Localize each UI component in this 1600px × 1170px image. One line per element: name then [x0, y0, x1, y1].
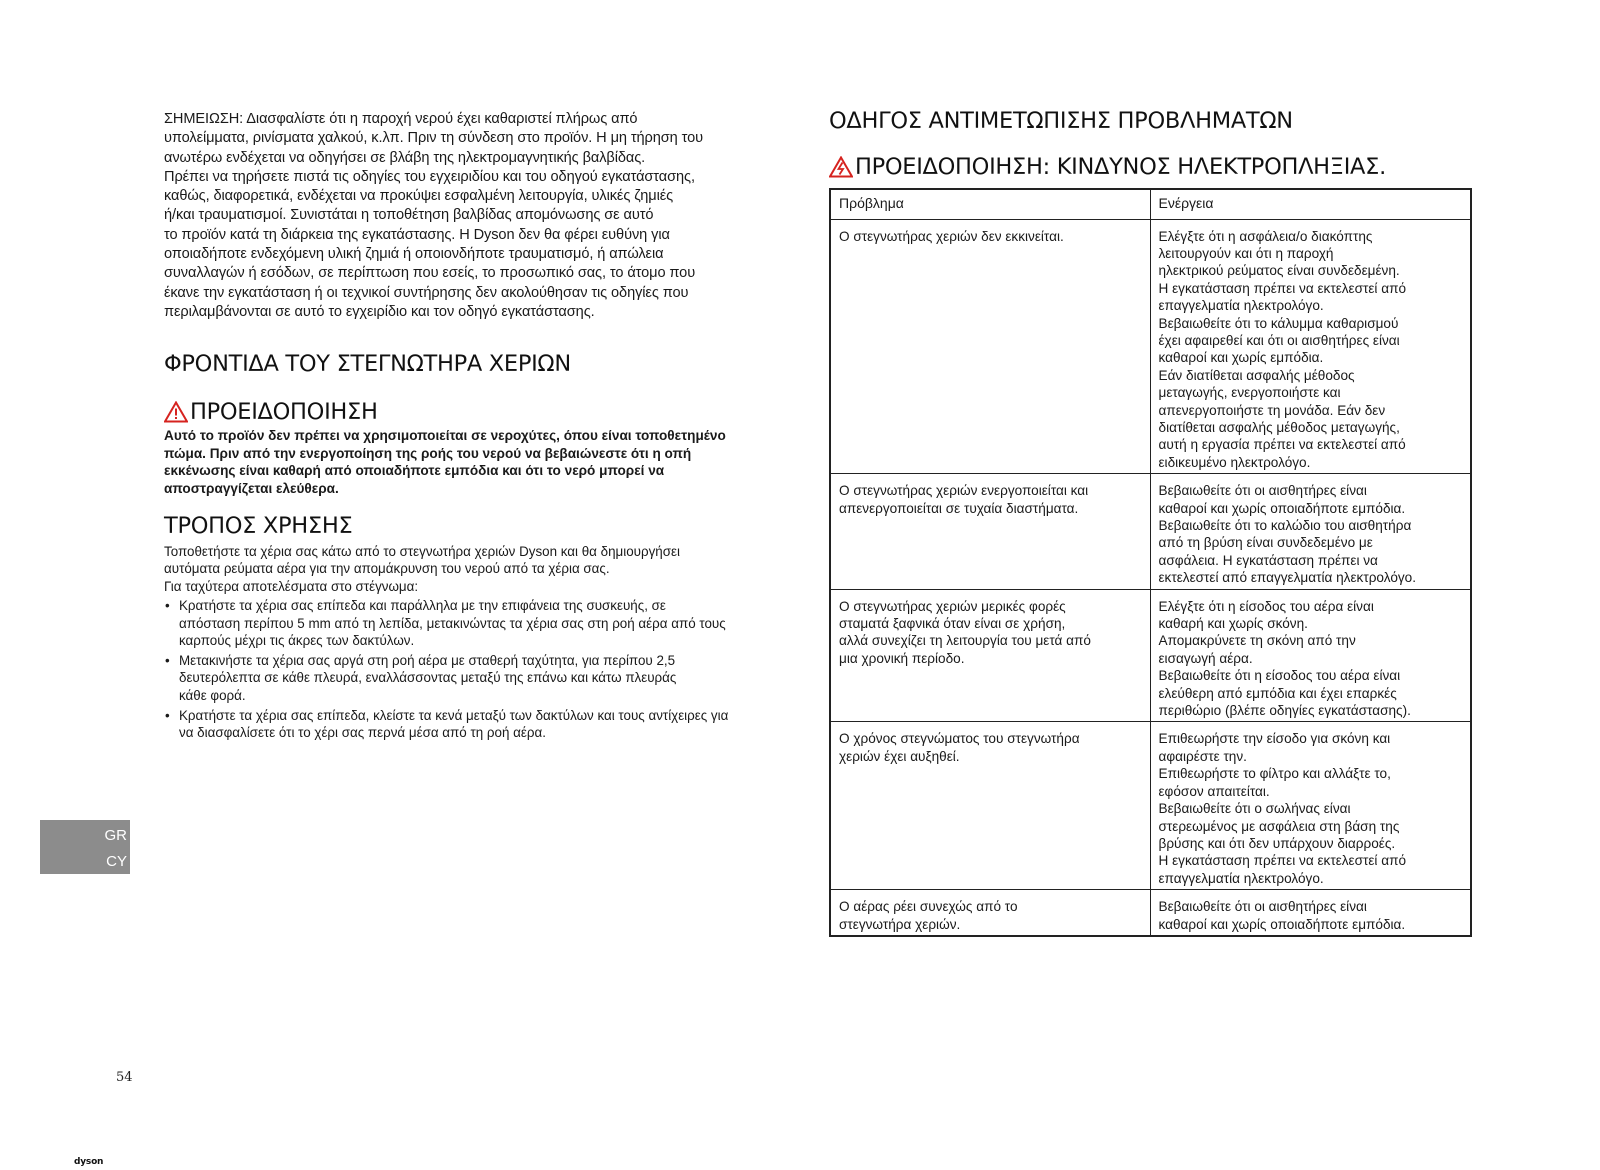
language-code-gr: GR — [104, 827, 127, 844]
usage-tip-line: καρπούς μέχρι τις άκρες των δακτύλων. — [179, 633, 415, 649]
action-line: αυτή η εργασία πρέπει να εκτελεστεί από — [1158, 437, 1406, 453]
action-line: Ελέγξτε ότι η ασφάλεια/ο διακόπτης — [1158, 228, 1373, 244]
usage-tip-line: να διασφαλίσετε ότι το χέρι σας περνά μέσα από τη ροή αέρα. — [179, 725, 546, 741]
action-line: Η εγκατάσταση πρέπει να εκτελεστεί από — [1158, 280, 1407, 296]
action-column-header: Ενέργεια — [1150, 189, 1471, 219]
table-row — [830, 589, 1471, 722]
problem-line: χεριών έχει αυξηθεί. — [839, 748, 960, 764]
table-row — [830, 722, 1471, 890]
table-header-row — [830, 189, 1471, 219]
action-line: καθαροί και χωρίς εμπόδια. — [1158, 350, 1324, 366]
problem-line: στεγνωτήρα χεριών. — [839, 916, 961, 932]
installation-note — [164, 110, 804, 322]
action-line: μεταγωγής, ενεργοποιήστε και — [1158, 385, 1341, 401]
action-line: Η εγκατάσταση πρέπει να εκτελεστεί από — [1158, 853, 1407, 869]
table-row — [830, 474, 1471, 589]
action-line: εκτελεστεί από επαγγελματία ηλεκτρολόγο. — [1158, 570, 1417, 586]
problem-line: Ο χρόνος στεγνώματος του στεγνωτήρα — [839, 731, 1080, 747]
action-line: αφαιρέστε την. — [1158, 748, 1247, 764]
warning-heading — [164, 399, 804, 425]
problem-cell — [830, 722, 1150, 890]
action-line: καθαροί και χωρίς οποιαδήποτε εμπόδια. — [1158, 500, 1406, 516]
problem-cell — [830, 474, 1150, 589]
action-line: επαγγελματία ηλεκτρολόγο. — [1158, 298, 1324, 314]
warning-line: πώμα. Πριν από την ενεργοποίηση της ροής του νερού να βεβαιώνεστε ότι η οπή — [164, 445, 692, 461]
action-line: από τη βρύση είναι συνδεδεμένο με — [1158, 535, 1373, 551]
problem-line: μια χρονική περίοδο. — [839, 650, 965, 666]
action-line: ηλεκτρικού ρεύματος είναι συνδεδεμένη. — [1158, 263, 1400, 279]
usage-line: Για ταχύτερα αποτελέσματα στο στέγνωμα: — [164, 579, 419, 595]
warning-title: ΠΡΟΕΙΔΟΠΟΙΗΣΗ — [190, 399, 378, 426]
language-code-cy: CY — [106, 853, 127, 870]
action-cell — [1150, 219, 1471, 474]
action-line: ειδικευμένο ηλεκτρολόγο. — [1158, 454, 1311, 470]
action-line: καθαρή και χωρίς σκόνη. — [1158, 616, 1308, 632]
usage-intro — [164, 543, 804, 596]
action-line: Ελέγξτε ότι η είσοδος του αέρα είναι — [1158, 598, 1374, 614]
action-line: Επιθεωρήστε το φίλτρο και αλλάξτε το, — [1158, 766, 1391, 782]
note-line: ανωτέρω ενδέχεται να οδηγήσει σε βλάβη της ηλεκτρομαγνητικής βαλβίδας. — [164, 149, 646, 166]
warning-line: Αυτό το προϊόν δεν πρέπει να χρησιμοποιείται σε νεροχύτες, όπου είναι τοποθετημένο — [164, 428, 726, 444]
note-line: υπολείμματα, ρινίσματα χαλκού, κ.λπ. Πριν τη σύνδεση στο προϊόν. Η μη τήρηση του — [164, 130, 703, 147]
usage-line: Τοποθετήστε τα χέρια σας κάτω από το στεγνωτήρα χεριών Dyson και θα δημιουργήσει — [164, 543, 680, 559]
note-line: έκανε την εγκατάσταση ή οι τεχνικοί συντήρησης δεν ακολούθησαν τις οδηγίες που — [164, 284, 689, 301]
action-line: Βεβαιωθείτε ότι η είσοδος του αέρα είναι — [1158, 668, 1401, 684]
language-badge — [40, 820, 130, 874]
care-section-title: ΦΡΟΝΤΙΔΑ ΤΟΥ ΣΤΕΓΝΩΤΗΡΑ ΧΕΡΙΩΝ — [164, 351, 571, 378]
problem-line: Ο στεγνωτήρας χεριών δεν εκκινείται. — [839, 228, 1064, 244]
usage-tip-line: • Μετακινήστε τα χέρια σας αργά στη ροή αέρα με σταθερή ταχύτητα, για περίπου 2,5 — [179, 652, 676, 668]
action-line: ασφάλεια. Η εγκατάσταση πρέπει να — [1158, 552, 1378, 568]
warning-line: εκκένωσης είναι καθαρή από οποιαδήποτε εμπόδια και ότι το νερό μπορεί να — [164, 463, 665, 479]
problem-line: απενεργοποιείται σε τυχαία διαστήματα. — [839, 500, 1079, 516]
note-line: ή/και τραυματισμοί. Συνιστάται η τοποθέτηση βαλβίδας απομόνωσης σε αυτό — [164, 207, 654, 224]
troubleshooting-title: ΟΔΗΓΟΣ ΑΝΤΙΜΕΤΩΠΙΣΗΣ ΠΡΟΒΛΗΜΑΤΩΝ — [829, 108, 1293, 134]
usage-section-title: ΤΡΟΠΟΣ ΧΡΗΣΗΣ — [164, 512, 353, 539]
problem-line: Ο αέρας ρέει συνεχώς από το — [839, 899, 1018, 915]
table-row — [830, 219, 1471, 474]
action-cell — [1150, 589, 1471, 722]
usage-tip-line: • Κρατήστε τα χέρια σας επίπεδα και παράλληλα με την επιφάνεια της συσκευής, σε — [179, 598, 666, 614]
note-line: περιλαμβάνονται σε αυτό το εγχειρίδιο και τον οδηγό εγκατάστασης. — [164, 303, 595, 320]
problem-line: αλλά συνεχίζει τη λειτουργία του μετά από — [839, 633, 1091, 649]
problem-cell — [830, 890, 1150, 936]
action-line: καθαροί και χωρίς οποιαδήποτε εμπόδια. — [1158, 916, 1406, 932]
table-row — [830, 890, 1471, 936]
shock-warning-heading — [829, 154, 1472, 180]
problem-cell — [830, 589, 1150, 722]
problem-line: Ο στεγνωτήρας χεριών ενεργοποιείται και — [839, 483, 1089, 499]
action-line: Βεβαιωθείτε ότι οι αισθητήρες είναι — [1158, 483, 1367, 499]
action-line: Βεβαιωθείτε ότι το κάλυμμα καθαρισμού — [1158, 315, 1399, 331]
problem-cell — [830, 219, 1150, 474]
usage-tip-item — [164, 652, 804, 705]
usage-line: αυτόματα ρεύματα αέρα για την απομάκρυνση του νερού από τα χέρια σας. — [164, 561, 610, 577]
note-line: οποιαδήποτε ενδεχόμενη υλική ζημιά ή οποιονδήποτε τραυματισμό, ή απώλεια — [164, 246, 664, 263]
usage-tip-line: απόσταση περίπου 5 mm από τη λεπίδα, μετακινώντας τα χέρια σας στη ροή αέρα από τους — [179, 615, 726, 631]
warning-triangle-icon — [164, 401, 188, 423]
action-line: Βεβαιωθείτε ότι το καλώδιο του αισθητήρα — [1158, 518, 1412, 533]
action-line: Βεβαιωθείτε ότι ο σωλήνας είναι — [1158, 801, 1351, 817]
action-line: περιθώριο (βλέπε οδηγίες εγκατάστασης). — [1158, 703, 1411, 719]
page-number: 54 — [116, 1070, 133, 1085]
problem-line: Ο στεγνωτήρας χεριών μερικές φορές — [839, 598, 1066, 614]
note-line: ΣΗΜΕΙΩΣΗ: Διασφαλίστε ότι η παροχή νερού έχει καθαριστεί πλήρως από — [164, 111, 638, 127]
action-line: λειτουργούν και ότι η παροχή — [1158, 245, 1334, 261]
usage-tip-line: • Κρατήστε τα χέρια σας επίπεδα, κλείστε τα κενά μεταξύ των δακτύλων και τους αντίχειρες για — [179, 707, 729, 723]
warning-text — [164, 427, 804, 497]
action-line: βρύσης και ότι δεν υπάρχουν διαρροές. — [1158, 835, 1396, 851]
note-line: συναλλαγών ή εσόδων, σε περίπτωση που εσείς, το προσωπικό σας, το άτομο που — [164, 265, 696, 282]
action-line: έχει αφαιρεθεί και ότι οι αισθητήρες είναι — [1158, 332, 1400, 348]
problem-line: σταματά ξαφνικά όταν είναι σε χρήση, — [839, 616, 1066, 632]
left-column — [164, 110, 804, 744]
troubleshooting-table — [829, 188, 1472, 937]
usage-tip-line: δευτερόλεπτα σε κάθε πλευρά, εναλλάσσοντας μεταξύ της επάνω και κάτω πλευράς — [179, 670, 677, 686]
usage-tips-list — [164, 597, 804, 742]
warning-line: αποστραγγίζεται ελεύθερα. — [164, 481, 339, 497]
action-line: Επιθεωρήστε την είσοδο για σκόνη και — [1158, 731, 1391, 747]
action-cell — [1150, 890, 1471, 936]
action-line: στερεωμένος με ασφάλεια στη βάση της — [1158, 818, 1400, 834]
action-line: Εάν διατίθεται ασφαλής μέθοδος — [1158, 367, 1355, 383]
note-line: καθώς, διαφορετικά, ενδέχεται να προκύψει εσφαλμένη λειτουργία, υλικές ζημιές — [164, 188, 674, 205]
action-line: Απομακρύνετε τη σκόνη από την — [1158, 633, 1356, 649]
usage-tip-line: κάθε φορά. — [179, 688, 246, 703]
action-cell — [1150, 474, 1471, 589]
shock-warning-title: ΠΡΟΕΙΔΟΠΟΙΗΣΗ: ΚΙΝΔΥΝΟΣ ΗΛΕΚΤΡΟΠΛΗΞΙΑΣ. — [855, 154, 1386, 180]
action-cell — [1150, 722, 1471, 890]
note-line: το προϊόν κατά τη διάρκεια της εγκατάστασης. Η Dyson δεν θα φέρει ευθύνη για — [164, 226, 670, 243]
action-line: απενεργοποιήστε τη μονάδα. Εάν δεν — [1158, 402, 1386, 418]
action-line: ελεύθερη από εμπόδια και έχει επαρκές — [1158, 685, 1397, 701]
right-column — [829, 108, 1472, 937]
action-line: εφόσον απαιτείται. — [1158, 783, 1270, 799]
usage-tip-item — [164, 707, 804, 742]
action-line: εισαγωγή αέρα. — [1158, 650, 1253, 666]
dyson-logo: dyson — [74, 1157, 104, 1167]
action-line: Βεβαιωθείτε ότι οι αισθητήρες είναι — [1158, 899, 1367, 915]
problem-column-header: Πρόβλημα — [830, 189, 1150, 219]
action-line: επαγγελματία ηλεκτρολόγο. — [1158, 870, 1324, 886]
note-line: Πρέπει να τηρήσετε πιστά τις οδηγίες του εγχειριδίου και του οδηγού εγκατάστασης, — [164, 168, 695, 185]
usage-tip-item — [164, 597, 804, 650]
electric-shock-warning-icon — [829, 156, 853, 178]
action-line: διατίθεται ασφαλής μέθοδος μεταγωγής, — [1158, 419, 1400, 435]
